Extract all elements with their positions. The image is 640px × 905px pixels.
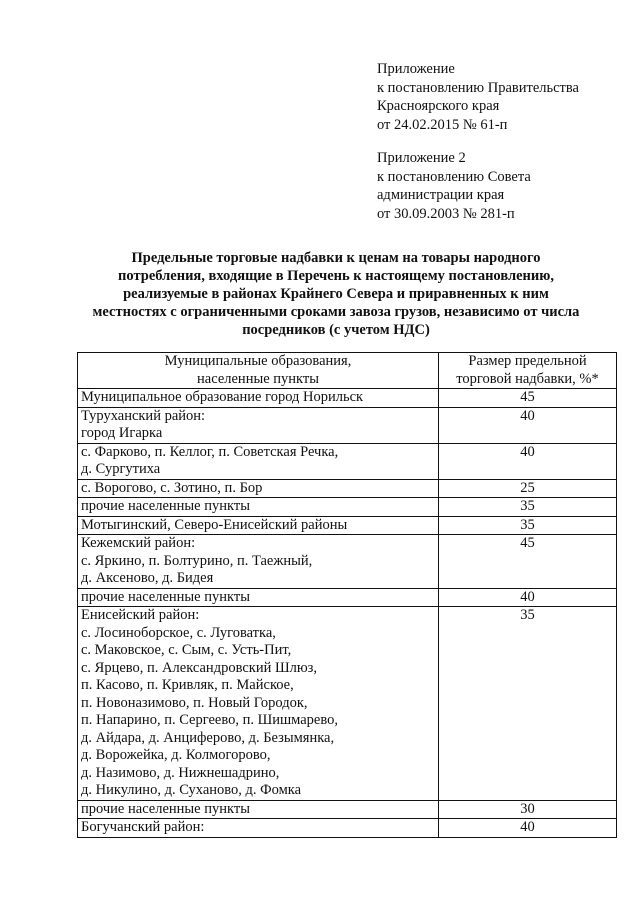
settlement-line: д. Ворожейка, д. Колмогорово, bbox=[81, 747, 271, 763]
settlement-cell bbox=[78, 443, 439, 479]
markup-value-cell: 40 bbox=[439, 588, 617, 607]
appendix-line: к постановлению Правительства bbox=[377, 79, 579, 96]
settlement-line: Енисейский район: bbox=[81, 607, 200, 623]
table-row bbox=[78, 800, 617, 819]
appendix-line: к постановлению Совета bbox=[377, 168, 531, 185]
table-row bbox=[78, 389, 617, 408]
settlement-line: Мотыгинский, Северо-Енисейский районы bbox=[81, 516, 348, 533]
settlement-line: д. Никулино, д. Суханово, д. Фомка bbox=[81, 782, 301, 798]
settlement-cell bbox=[78, 800, 439, 819]
settlement-cell bbox=[78, 479, 439, 498]
settlement-line: Туруханский район: bbox=[81, 407, 206, 424]
settlement-cell bbox=[78, 389, 439, 408]
appendix-line: от 24.02.2015 № 61-п bbox=[377, 116, 508, 133]
table-body bbox=[78, 389, 617, 838]
markup-value-cell: 25 bbox=[439, 479, 617, 498]
appendix-line: Красноярского края bbox=[377, 98, 500, 114]
settlement-line: д. Айдара, д. Анциферово, д. Безымянка, bbox=[81, 729, 335, 746]
settlement-line: прочие населенные пункты bbox=[81, 588, 250, 605]
header-municipalities: Муниципальные образования, населенные пункты bbox=[78, 353, 439, 389]
markup-value-cell: 45 bbox=[439, 535, 617, 589]
settlement-line: Кежемский район: bbox=[81, 535, 196, 551]
table-row bbox=[78, 443, 617, 479]
settlement-line: прочие населенные пункты bbox=[81, 800, 250, 817]
settlement-line: с. Фарково, п. Келлог, п. Советская Речка, bbox=[81, 443, 339, 460]
appendix-government-decree bbox=[377, 60, 579, 134]
table-header-row bbox=[78, 353, 617, 389]
settlement-line: с. Ворогово, с. Зотино, п. Бор bbox=[81, 479, 263, 496]
settlement-cell bbox=[78, 535, 439, 589]
settlement-cell bbox=[78, 516, 439, 535]
settlement-cell bbox=[78, 407, 439, 443]
header-markup-size: Размер предельной торговой надбавки, %* bbox=[439, 353, 617, 389]
settlement-line: прочие населенные пункты bbox=[81, 498, 250, 514]
appendix-line: администрации края bbox=[377, 187, 505, 203]
appendix-line: Приложение 2 bbox=[377, 150, 466, 166]
markup-value-cell: 40 bbox=[439, 407, 617, 443]
settlement-line: д. Аксеново, д. Бидея bbox=[81, 570, 214, 586]
settlement-line: д. Сургутиха bbox=[81, 461, 161, 477]
title-line: потребления, входящие в Перечень к настоящему постановлению, bbox=[118, 268, 554, 284]
markup-value-cell: 40 bbox=[439, 819, 617, 838]
table-row bbox=[78, 479, 617, 498]
settlement-line: с. Ярцево, п. Александровский Шлюз, bbox=[81, 659, 318, 676]
markup-value-cell: 35 bbox=[439, 498, 617, 517]
settlement-line: Богучанский район: bbox=[81, 819, 205, 835]
markup-value-cell: 40 bbox=[439, 443, 617, 479]
table-row bbox=[78, 588, 617, 607]
settlement-line: Муниципальное образование город Норильск bbox=[81, 389, 364, 405]
table-row bbox=[78, 498, 617, 517]
appendix-line: Приложение bbox=[377, 61, 455, 77]
markup-value-cell: 30 bbox=[439, 800, 617, 819]
settlement-line: город Игарка bbox=[81, 425, 163, 441]
settlement-line: п. Касово, п. Кривляк, п. Майское, bbox=[81, 677, 294, 693]
settlement-line: п. Новоназимово, п. Новый Городок, bbox=[81, 694, 308, 711]
table-row bbox=[78, 607, 617, 801]
settlement-line: с. Яркино, п. Болтурино, п. Таежный, bbox=[81, 552, 313, 569]
table-row bbox=[78, 516, 617, 535]
settlement-cell bbox=[78, 819, 439, 838]
markup-value-cell: 35 bbox=[439, 607, 617, 801]
settlement-cell bbox=[78, 588, 439, 607]
markup-value-cell: 45 bbox=[439, 389, 617, 408]
settlement-line: п. Напарино, п. Сергеево, п. Шишмарево, bbox=[81, 712, 338, 728]
title-line: реализуемые в районах Крайнего Севера и приравненных к ним bbox=[123, 286, 549, 302]
settlement-cell bbox=[78, 607, 439, 801]
title-line: Предельные торговые надбавки к ценам на товары народного bbox=[131, 250, 541, 266]
document-title bbox=[60, 249, 612, 339]
table-row bbox=[78, 407, 617, 443]
title-line: посредников (с учетом НДС) bbox=[242, 322, 430, 338]
appendix-line: от 30.09.2003 № 281-п bbox=[377, 205, 515, 222]
settlement-cell bbox=[78, 498, 439, 517]
settlement-line: д. Назимово, д. Нижнешадрино, bbox=[81, 764, 280, 781]
title-line: местностях с ограниченными сроками завоза грузов, независимо от числа bbox=[92, 304, 580, 320]
settlement-line: с. Лосиноборское, с. Луговатка, bbox=[81, 624, 276, 641]
appendix-council-decree bbox=[377, 149, 531, 223]
table-row bbox=[78, 819, 617, 838]
markup-value-cell: 35 bbox=[439, 516, 617, 535]
settlement-line: с. Маковское, с. Сым, с. Усть-Пит, bbox=[81, 642, 292, 658]
table-row bbox=[78, 535, 617, 589]
markup-table bbox=[77, 352, 617, 838]
